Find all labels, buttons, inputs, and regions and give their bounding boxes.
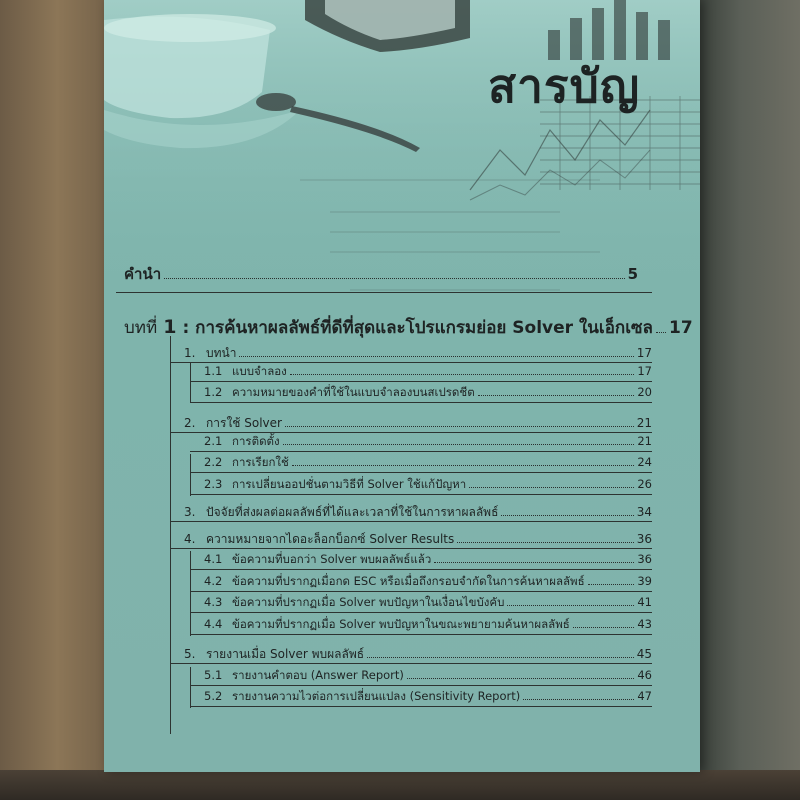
leader-dots bbox=[507, 605, 634, 606]
toc-entry-label: บทนำ bbox=[206, 346, 237, 360]
toc-entry-page: 36 bbox=[636, 532, 652, 546]
toc-entry-number: 2.3 bbox=[204, 477, 223, 491]
leader-dots bbox=[656, 332, 666, 333]
toc-entry-label: การเรียกใช้ bbox=[232, 455, 289, 469]
toc-entry-label: การติดตั้ง bbox=[232, 434, 280, 448]
leader-dots bbox=[292, 465, 635, 466]
toc-subsection-row[interactable] bbox=[204, 667, 652, 685]
leader-dots bbox=[523, 699, 634, 700]
toc-entry-page: 17 bbox=[637, 364, 652, 378]
toc-entry-underline bbox=[190, 472, 652, 473]
toc-entry-label: รายงานความไวต่อการเปลี่ยนแปลง (Sensitivity Report) bbox=[232, 689, 521, 703]
toc-entry-number: 1. bbox=[184, 346, 196, 360]
toc-entry-label: การใช้ Solver bbox=[206, 416, 282, 430]
toc-entry-page: 47 bbox=[637, 689, 652, 703]
toc-entry-number: 4. bbox=[184, 532, 196, 546]
toc-entry-label: รายงานเมื่อ Solver พบผลลัพธ์ bbox=[206, 647, 365, 661]
toc-entry-underline bbox=[190, 634, 652, 635]
toc-entry-number: 5. bbox=[184, 647, 196, 661]
toc-entry-label: ปัจจัยที่ส่งผลต่อผลลัพธ์ที่ได้และเวลาที่ใช้ในการหาผลลัพธ์ bbox=[206, 505, 499, 519]
toc-intro-label: คำนำ bbox=[124, 265, 162, 283]
toc-entry-label: ข้อความที่บอกว่า Solver พบผลลัพธ์แล้ว bbox=[232, 552, 432, 566]
leader-dots bbox=[588, 584, 635, 585]
toc-bracket-line bbox=[170, 336, 171, 734]
toc-section-row[interactable] bbox=[184, 503, 652, 522]
toc-entry-number: 2.1 bbox=[204, 434, 223, 448]
toc-entry-page: 45 bbox=[636, 647, 652, 661]
toc-entry-label: ข้อความที่ปรากฏเมื่อ Solver พบปัญหาในเงื่อนไขบังคับ bbox=[232, 595, 505, 609]
toc-entry-number: 4.2 bbox=[204, 574, 223, 588]
page-title: สารบัญ bbox=[488, 59, 641, 113]
toc-subsection-row[interactable] bbox=[204, 573, 652, 591]
toc-section-row[interactable] bbox=[184, 344, 652, 363]
chapter-number: 1 bbox=[163, 316, 177, 338]
toc-section-row[interactable] bbox=[184, 530, 652, 549]
toc-subsection-row[interactable] bbox=[204, 454, 652, 472]
toc-entry-underline bbox=[190, 451, 652, 452]
toc-entry-underline bbox=[190, 494, 652, 495]
toc-entry-number: 3. bbox=[184, 505, 196, 519]
toc-subbracket-line bbox=[190, 551, 191, 636]
toc-entry-number: 5.1 bbox=[204, 668, 223, 682]
leader-dots bbox=[367, 657, 634, 658]
toc-subsection-row[interactable] bbox=[204, 616, 652, 634]
toc-entry-label: ความหมายของคำที่ใช้ในแบบจำลองบนสเปรดชีต bbox=[232, 385, 475, 399]
divider-line bbox=[116, 292, 652, 293]
toc-entry-underline bbox=[190, 612, 652, 613]
toc-entry-number: 1.2 bbox=[204, 385, 223, 399]
toc-subsection-row[interactable] bbox=[204, 551, 652, 569]
toc-chapter-row[interactable] bbox=[124, 314, 693, 341]
toc-entry-label: ข้อความที่ปรากฏเมื่อกด ESC หรือเมื่อถึงกรอบจำกัดในการค้นหาผลลัพธ์ bbox=[232, 574, 585, 588]
chapter-page: 17 bbox=[668, 318, 693, 338]
leader-dots bbox=[164, 278, 624, 279]
toc-subbracket-line bbox=[190, 454, 191, 496]
toc-entry-page: 20 bbox=[637, 385, 652, 399]
leader-dots bbox=[434, 562, 634, 563]
toc-entry-number: 2.2 bbox=[204, 455, 223, 469]
toc-entry-label: รายงานคำตอบ (Answer Report) bbox=[232, 668, 404, 682]
toc-intro-page: 5 bbox=[627, 265, 638, 283]
toc-entry-number: 1.1 bbox=[204, 364, 223, 378]
toc-entry-underline bbox=[190, 381, 652, 382]
leader-dots bbox=[239, 356, 633, 357]
toc-entry-underline bbox=[190, 706, 652, 707]
toc-entry-label: แบบจำลอง bbox=[232, 364, 287, 378]
leader-dots bbox=[285, 426, 634, 427]
leader-dots bbox=[469, 487, 634, 488]
toc-entry-underline bbox=[190, 402, 652, 403]
toc-entry-underline bbox=[190, 569, 652, 570]
leader-dots bbox=[478, 395, 635, 396]
toc-entry-page: 43 bbox=[637, 617, 652, 631]
toc-entry-label: ความหมายจากไดอะล็อกบ็อกซ์ Solver Results bbox=[206, 532, 455, 546]
toc-entry-page: 46 bbox=[637, 668, 652, 682]
toc-section-row[interactable] bbox=[184, 645, 652, 664]
toc-entry-underline bbox=[170, 663, 652, 664]
toc-entry-underline bbox=[190, 591, 652, 592]
toc-entry-label: การเปลี่ยนออปชั่นตามวิธีที่ Solver ใช้แก้ปัญหา bbox=[232, 477, 467, 491]
toc-entry-number: 4.3 bbox=[204, 595, 223, 609]
toc-section-row[interactable] bbox=[184, 414, 652, 433]
leader-dots bbox=[407, 678, 634, 679]
toc-entry-page: 39 bbox=[637, 574, 652, 588]
toc-subbracket-line bbox=[190, 363, 191, 403]
toc-entry-page: 36 bbox=[637, 552, 652, 566]
leader-dots bbox=[501, 515, 633, 516]
toc-entry-underline bbox=[190, 685, 652, 686]
toc-entry-page: 21 bbox=[637, 434, 652, 448]
toc-subsection-row[interactable] bbox=[204, 476, 652, 494]
toc-entry-number: 5.2 bbox=[204, 689, 223, 703]
leader-dots bbox=[290, 374, 635, 375]
leader-dots bbox=[573, 627, 635, 628]
leader-dots bbox=[457, 542, 633, 543]
toc-entry-page: 17 bbox=[636, 346, 652, 360]
toc-subsection-row[interactable] bbox=[204, 688, 652, 706]
toc-subsection-row[interactable] bbox=[204, 433, 652, 451]
toc-entry-number: 2. bbox=[184, 416, 196, 430]
toc-entry-number: 4.1 bbox=[204, 552, 223, 566]
toc-entry-page: 26 bbox=[637, 477, 652, 491]
toc-subbracket-line bbox=[190, 667, 191, 708]
chapter-prefix: บทที่ bbox=[124, 318, 158, 338]
toc-entry-underline bbox=[170, 548, 652, 549]
toc-entry-page: 34 bbox=[636, 505, 652, 519]
toc-entry-label: ข้อความที่ปรากฏเมื่อ Solver พบปัญหาในขณะพยายามค้นหาผลลัพธ์ bbox=[232, 617, 570, 631]
toc-entry-page: 21 bbox=[636, 416, 652, 430]
toc-subsection-row[interactable] bbox=[204, 363, 652, 381]
toc-intro-row[interactable] bbox=[124, 262, 638, 286]
toc-entry-number: 4.4 bbox=[204, 617, 223, 631]
toc-entry-underline bbox=[170, 521, 652, 522]
toc-subsection-row[interactable] bbox=[204, 384, 652, 402]
chapter-title: : การค้นหาผลลัพธ์ที่ดีที่สุดและโปรแกรมย่อย Solver ในเอ็กเซล bbox=[182, 318, 653, 338]
leader-dots bbox=[283, 444, 635, 445]
toc-entry-page: 41 bbox=[637, 595, 652, 609]
toc-entry-page: 24 bbox=[637, 455, 652, 469]
toc-subsection-row[interactable] bbox=[204, 594, 652, 612]
